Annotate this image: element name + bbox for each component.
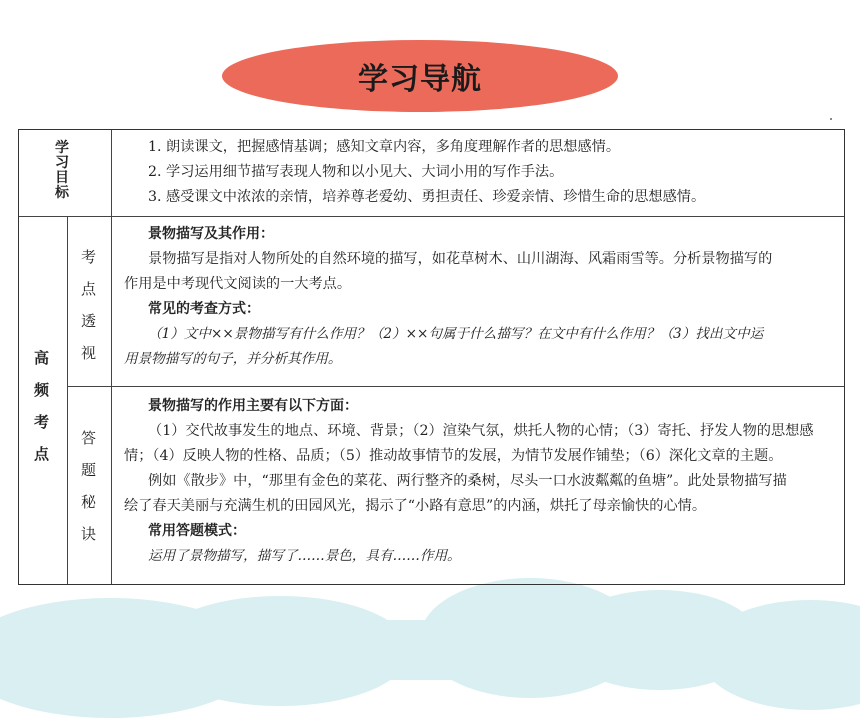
col-divider bbox=[111, 130, 112, 584]
tips-template: 运用了景物描写，描写了……景色，具有……作用。 bbox=[148, 548, 461, 564]
goal-item: 2. 学习运用细节描写表现人物和以小见大、大词小用的写作手法。 bbox=[148, 164, 564, 180]
tips-paragraph: （1）交代故事发生的地点、环境、背景；（2）渲染气氛，烘托人物的心情；（3）寄托、抒发人物的思想感 bbox=[148, 423, 814, 439]
tips-example: 绘了春天美丽与充满生机的田园风光，揭示了“小路有意思”的内涵，烘托了母亲愉快的心情。 bbox=[124, 498, 707, 514]
points-paragraph: 景物描写是指对人物所处的自然环境的描写，如花草树木、山川湖海、风霜雨雪等。分析景物描写的 bbox=[148, 251, 773, 267]
tips-label: 答 题 秘 诀 bbox=[81, 429, 97, 543]
points-heading: 常见的考查方式： bbox=[148, 301, 260, 317]
goals-label: 学 习 目 标 bbox=[55, 140, 69, 201]
points-label: 考 点 透 视 bbox=[81, 248, 97, 362]
row-divider bbox=[19, 216, 844, 217]
tips-heading: 景物描写的作用主要有以下方面： bbox=[148, 398, 358, 414]
col-divider bbox=[67, 216, 68, 584]
row-divider bbox=[67, 386, 844, 387]
navigation-table bbox=[18, 129, 845, 585]
points-paragraph: 作用是中考现代文阅读的一大考点。 bbox=[124, 276, 352, 292]
tips-example: 例如《散步》中，“那里有金色的菜花、两行整齐的桑树，尽头一口水波粼粼的鱼塘”。此处景物描写描 bbox=[148, 473, 787, 489]
dot-mark bbox=[830, 118, 832, 120]
tips-heading: 常用答题模式： bbox=[148, 523, 246, 539]
goals-list bbox=[148, 135, 705, 210]
points-question: （1）文中××景物描写有什么作用？（2）××句属于什么描写？在文中有什么作用？（3）找出文中运 bbox=[148, 326, 764, 342]
points-question: 用景物描写的句子，并分析其作用。 bbox=[124, 351, 342, 367]
title-banner bbox=[222, 40, 618, 112]
goal-item: 3. 感受课文中浓浓的亲情，培养尊老爱幼、勇担责任、珍爱亲情、珍惜生命的思想感情。 bbox=[148, 189, 706, 205]
tips-paragraph: 情；（4）反映人物的性格、品质；（5）推动故事情节的发展，为情节发展作铺垫；（6）深化文章的主题。 bbox=[124, 448, 783, 464]
tips-content bbox=[124, 394, 814, 569]
high-freq-label: 高 频 考 点 bbox=[34, 349, 50, 463]
points-heading: 景物描写及其作用： bbox=[148, 226, 274, 242]
points-content bbox=[124, 222, 772, 372]
page-title: 学习导航 bbox=[358, 62, 482, 97]
goal-item: 1. 朗读课文，把握感情基调；感知文章内容，多角度理解作者的思想感情。 bbox=[148, 139, 621, 155]
